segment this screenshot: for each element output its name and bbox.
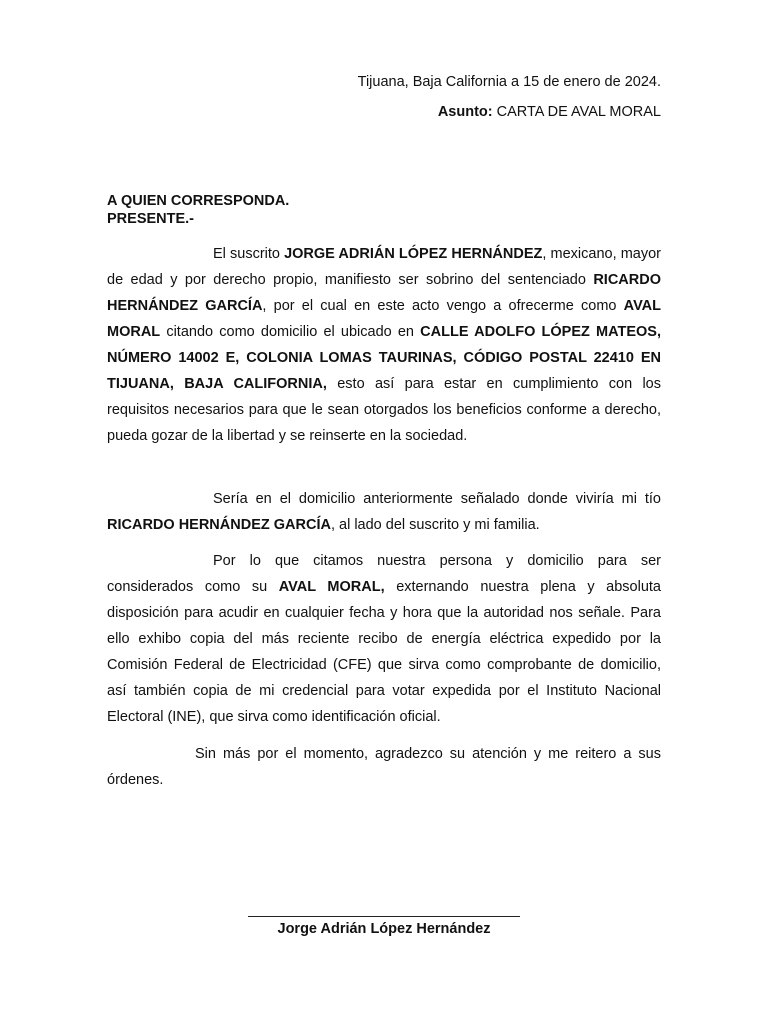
guarantor-name: JORGE ADRIÁN LÓPEZ HERNÁNDEZ [284, 246, 543, 262]
paragraph-2-text: Sería en el domicilio anteriormente señalado donde viviría mi tío [213, 491, 661, 507]
signature-line [248, 916, 520, 917]
aval-moral-term: AVAL MORAL [107, 298, 661, 340]
paragraph-1 [107, 241, 661, 449]
paragraph-1-text: , mexicano, mayor de edad y por derecho propio, manifiesto ser sobrino del sentenciado [107, 246, 661, 288]
sentenced-name: RICARDO HERNÁNDEZ GARCÍA [107, 272, 661, 314]
recipient-line-1: A QUIEN CORRESPONDA. [107, 193, 290, 209]
letter-subject [438, 102, 661, 122]
paragraph-2-text: , al lado del suscrito y mi familia. [330, 517, 540, 533]
signature-name: Jorge Adrián López Hernández [277, 921, 491, 937]
paragraph-4 [107, 741, 661, 793]
paragraph-2 [107, 486, 661, 538]
subject-label: Asunto: [437, 104, 493, 120]
sentenced-name: RICARDO HERNÁNDEZ GARCÍA [107, 517, 331, 533]
aval-moral-term: AVAL MORAL, [278, 579, 385, 595]
paragraph-1-text: , por el cual en este acto vengo a ofrecerme como [262, 298, 624, 314]
paragraph-1-text: citando como domicilio el ubicado en [160, 324, 421, 340]
paragraph-4-text: Sin más por el momento, agradezco su atención y me reitero a sus órdenes. [107, 746, 661, 788]
paragraph-1-text: esto así para estar en cumplimiento con los requisitos necesarios para que le sean otorgados los beneficios conforme a derecho, pueda gozar de la libertad y se reinserte en la sociedad. [107, 376, 661, 444]
recipient-block [107, 192, 289, 228]
letter-date: Tijuana, Baja California a 15 de enero de 2024. [357, 74, 661, 90]
recipient-line-2: PRESENTE.- [107, 211, 195, 227]
subject-value: CARTA DE AVAL MORAL [492, 104, 661, 120]
address-text: CALLE ADOLFO LÓPEZ MATEOS, NÚMERO 14002 E, COLONIA LOMAS TAURINAS, CÓDIGO POSTAL 22410 EN TIJUANA, BAJA CALIFORNIA, [107, 324, 661, 392]
paragraph-3 [107, 548, 661, 730]
paragraph-1-text: El suscrito [213, 246, 285, 262]
paragraph-3-text: externando nuestra plena y absoluta disposición para acudir en cualquier fecha y hora que la autoridad nos señale. Para ello exhibo copia del más reciente recibo de energía eléctrica expedido por la Comisión Federal de Electricidad (CFE) que sirva como comprobante de domicilio, así también copia de mi credencial para votar expedida por el Instituto Nacional Electoral (INE), que sirva como identificación oficial. [107, 579, 661, 725]
paragraph-3-text: Por lo que citamos nuestra persona y domicilio para ser considerados como su [107, 553, 661, 595]
